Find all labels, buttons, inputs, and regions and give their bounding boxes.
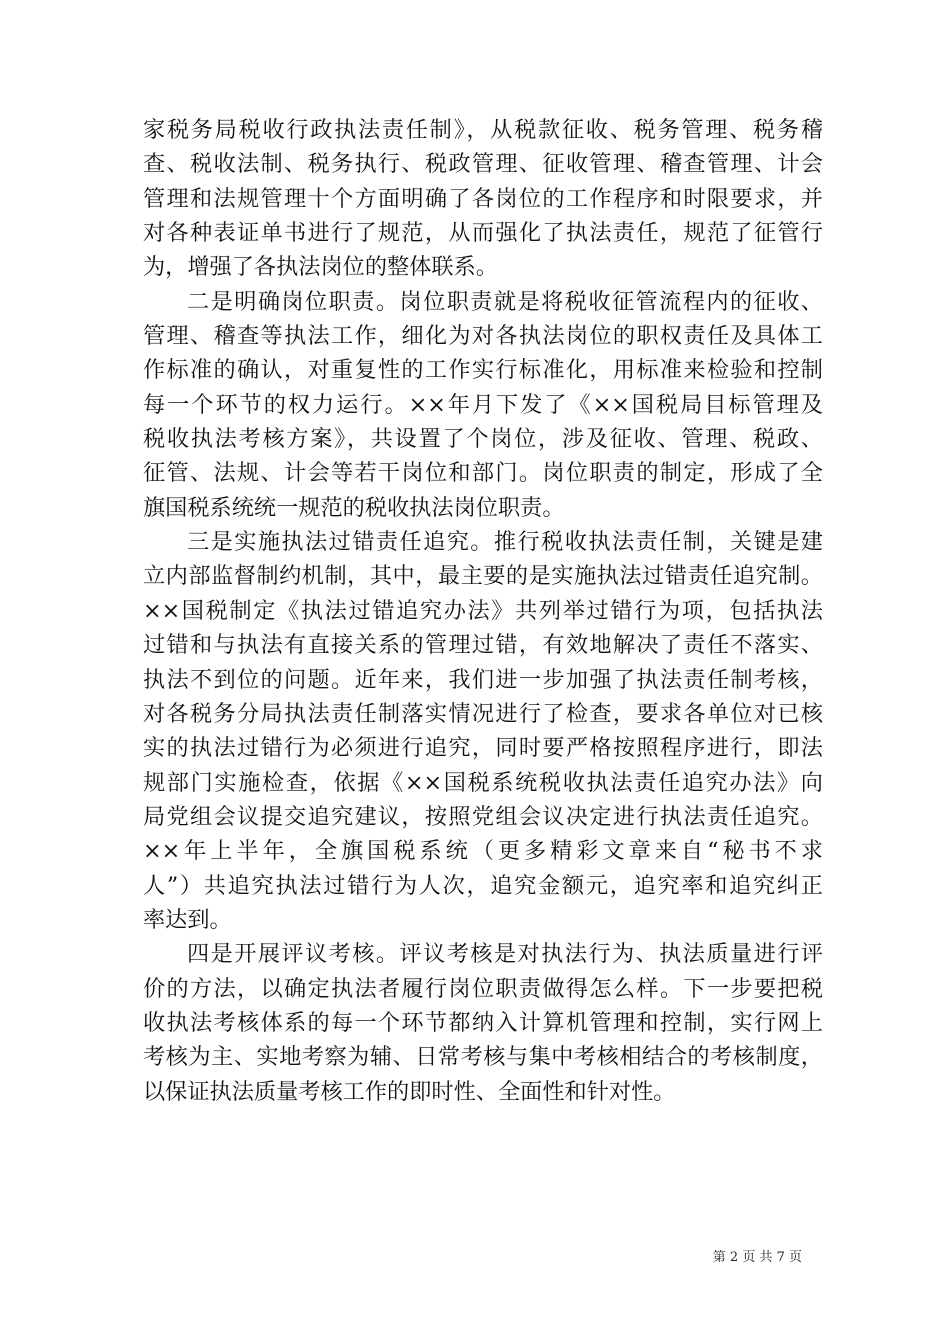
text-line: 查、税收法制、税务执行、税政管理、征收管理、稽查管理、计会 bbox=[143, 151, 823, 178]
text-line: 人”）共追究执法过错行为人次，追究金额元，追究率和追究纠正 bbox=[143, 872, 823, 899]
text-line: 管理和法规管理十个方面明确了各岗位的工作程序和时限要求，并 bbox=[143, 185, 823, 212]
text-line: 作标准的确认，对重复性的工作实行标准化，用标准来检验和控制 bbox=[143, 357, 823, 384]
text-line: 立内部监督制约机制，其中，最主要的是实施执法过错责任追究制。 bbox=[143, 563, 823, 590]
text-line: 家税务局税收行政执法责任制》，从税款征收、税务管理、税务稽 bbox=[143, 117, 823, 143]
text-line: 规部门实施检查，依据《××国税系统税收执法责任追究办法》向 bbox=[143, 769, 823, 796]
text-line: 执法不到位的问题。近年来，我们进一步加强了执法责任制考核， bbox=[143, 666, 823, 693]
text-line: 率达到。 bbox=[143, 906, 232, 933]
paragraph-start-line: 四是开展评议考核。评议考核是对执法行为、执法质量进行评 bbox=[187, 941, 823, 968]
paragraph-start-line: 三是实施执法过错责任追究。推行税收执法责任制，关键是建 bbox=[187, 529, 823, 556]
text-line: 过错和与执法有直接关系的管理过错，有效地解决了责任不落实、 bbox=[143, 632, 823, 659]
page-number-footer: 第 2 页 共 7 页 bbox=[712, 1250, 802, 1265]
text-line: ××国税制定《执法过错追究办法》共列举过错行为项，包括执法 bbox=[143, 597, 823, 624]
body-text bbox=[143, 113, 823, 1109]
text-line: 局党组会议提交追究建议，按照党组会议决定进行执法责任追究。 bbox=[143, 803, 823, 830]
text-line: 征管、法规、计会等若干岗位和部门。岗位职责的制定，形成了全 bbox=[143, 460, 823, 487]
text-line: 为，增强了各执法岗位的整体联系。 bbox=[143, 254, 498, 281]
text-line: 旗国税系统统一规范的税收执法岗位职责。 bbox=[143, 494, 565, 521]
text-line: ××年上半年，全旗国税系统（更多精彩文章来自“秘书不求 bbox=[143, 838, 823, 865]
text-line: 考核为主、实地考察为辅、日常考核与集中考核相结合的考核制度， bbox=[143, 1044, 823, 1071]
paragraph-start-line: 二是明确岗位职责。岗位职责就是将税收征管流程内的征收、 bbox=[187, 288, 823, 315]
text-line: 管理、稽查等执法工作，细化为对各执法岗位的职权责任及具体工 bbox=[143, 323, 823, 350]
text-line: 税收执法考核方案》，共设置了个岗位，涉及征收、管理、税政、 bbox=[143, 426, 823, 453]
text-line: 以保证执法质量考核工作的即时性、全面性和针对性。 bbox=[143, 1078, 676, 1105]
text-line: 收执法考核体系的每一个环节都纳入计算机管理和控制，实行网上 bbox=[143, 1009, 823, 1036]
text-line: 对各种表证单书进行了规范，从而强化了执法责任，规范了征管行 bbox=[143, 220, 823, 247]
text-line: 对各税务分局执法责任制落实情况进行了检查，要求各单位对已核 bbox=[143, 700, 823, 727]
text-line: 价的方法，以确定执法者履行岗位职责做得怎么样。下一步要把税 bbox=[143, 975, 823, 1002]
text-line: 实的执法过错行为必须进行追究，同时要严格按照程序进行，即法 bbox=[143, 735, 823, 762]
text-line: 每一个环节的权力运行。××年月下发了《××国税局目标管理及 bbox=[143, 391, 823, 418]
